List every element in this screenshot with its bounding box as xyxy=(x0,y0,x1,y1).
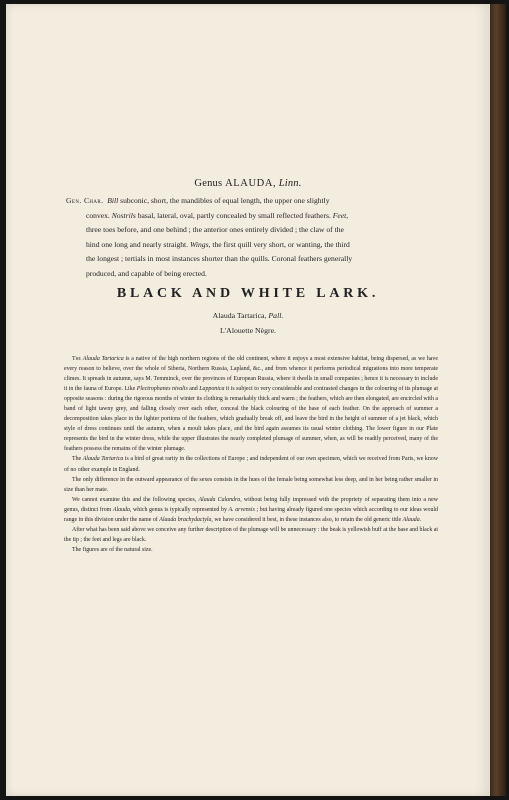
gen-char-line: produced, and capable of being erected. xyxy=(86,268,207,278)
genus-authority: Linn. xyxy=(278,178,302,189)
body-text xyxy=(64,354,438,555)
generic-character-block xyxy=(66,194,438,282)
book-page xyxy=(6,4,490,796)
paragraph: We cannot examine this and the following species, Alauda Calandra, without being fully impressed with the propriety of separating them into a new genus, distinct from Alauda, which genus is typically represented by A. arvensis ; but having already figured one species which according to our ideas would range in this division under the name of Alauda brachydactyla, we have considered it best, in these instances also, to retain the old generic title Alauda. xyxy=(64,496,438,523)
gen-char-line: Gen. Char. Bill subconic, short, the mandibles of equal length, the upper one slightly xyxy=(66,196,330,205)
gen-char-line: hind one long and nearly straight. Wings, the first quill very short, or wanting, the third xyxy=(86,239,350,249)
paragraph: The Alauda Tartarica is a bird of great rarity in the collections of Europe ; and independent of our own specimen, which we received from Paris, we know of no other example in England. xyxy=(64,456,438,473)
latin-name: Alauda Tartarica, Pall. xyxy=(212,311,284,320)
gen-char-line: convex. Nostrils basal, lateral, oval, partly concealed by small reflected feathers. Feet, xyxy=(86,210,349,220)
paragraph: The Alauda Tartarica is a native of the high northern regions of the old continent, where it enjoys a most extensive habitat, being dispersed, as we have every reason to believe, over the whole of Siberia, Northern Russia, Lapland, &c., and from whence it performs periodical migrations into more temperate climes. It spreads in autumn, says M. Temminck, over the provinces of European Russia, where it dwells in small companies ; hence it is necessary to include it in the fauna of Europe. Like Plectrophanes nivalis and Lapponica it is subject to very considerable and contrasted changes in the colouring of its plumage at opposite seasons : during the rigorous months of winter its clothing is remarkably thick and warm ; the feathers, which are then elongated, are encircled with a band of light tawny grey, and falling closely over each other, conceal the black colouring of the base of each feather. On the approach of summer a decomposition takes place in the lighter portions of the feathers, which gradually break off, and leave the bird in the height of summer of a jet black, which style of dress continues until the autumn, when a moult takes place, and the bird again assumes its usual winter clothing. The lower figure in our Plate represents the bird in the winter dress, while the upper illustrates the nearly completed plumage of summer, when, as will be readily perceived, many of the feathers possess the remains of the winter plumage. xyxy=(64,356,438,453)
paragraph: The only difference in the outward appearance of the sexes consists in the hues of the female being somewhat less deep, and in her being rather smaller in size than her mate. xyxy=(64,476,438,493)
species-title: BLACK AND WHITE LARK. xyxy=(116,286,380,301)
book-edge xyxy=(490,4,506,796)
genus-prefix: Genus xyxy=(194,178,223,189)
french-name: L'Alouette Nègre. xyxy=(220,326,276,335)
genus-heading: Genus ALAUDA, Linn. xyxy=(194,178,302,189)
genus-name: ALAUDA xyxy=(225,178,274,189)
paragraph: After what has been said above we conceive any further description of the plumage will be unnecessary : the beak is yellowish buff at the base and black at the tip ; the feet and legs are black. xyxy=(64,526,438,543)
gen-char-lead: Gen. Char. xyxy=(66,196,104,205)
gen-char-line: three toes before, and one behind ; the anterior ones entirely divided ; the claw of the xyxy=(86,225,344,235)
paragraph: The figures are of the natural size. xyxy=(72,546,153,553)
gen-char-line: the longest ; tertials in most instances shorter than the quills. Coronal feathers generally xyxy=(86,254,353,264)
